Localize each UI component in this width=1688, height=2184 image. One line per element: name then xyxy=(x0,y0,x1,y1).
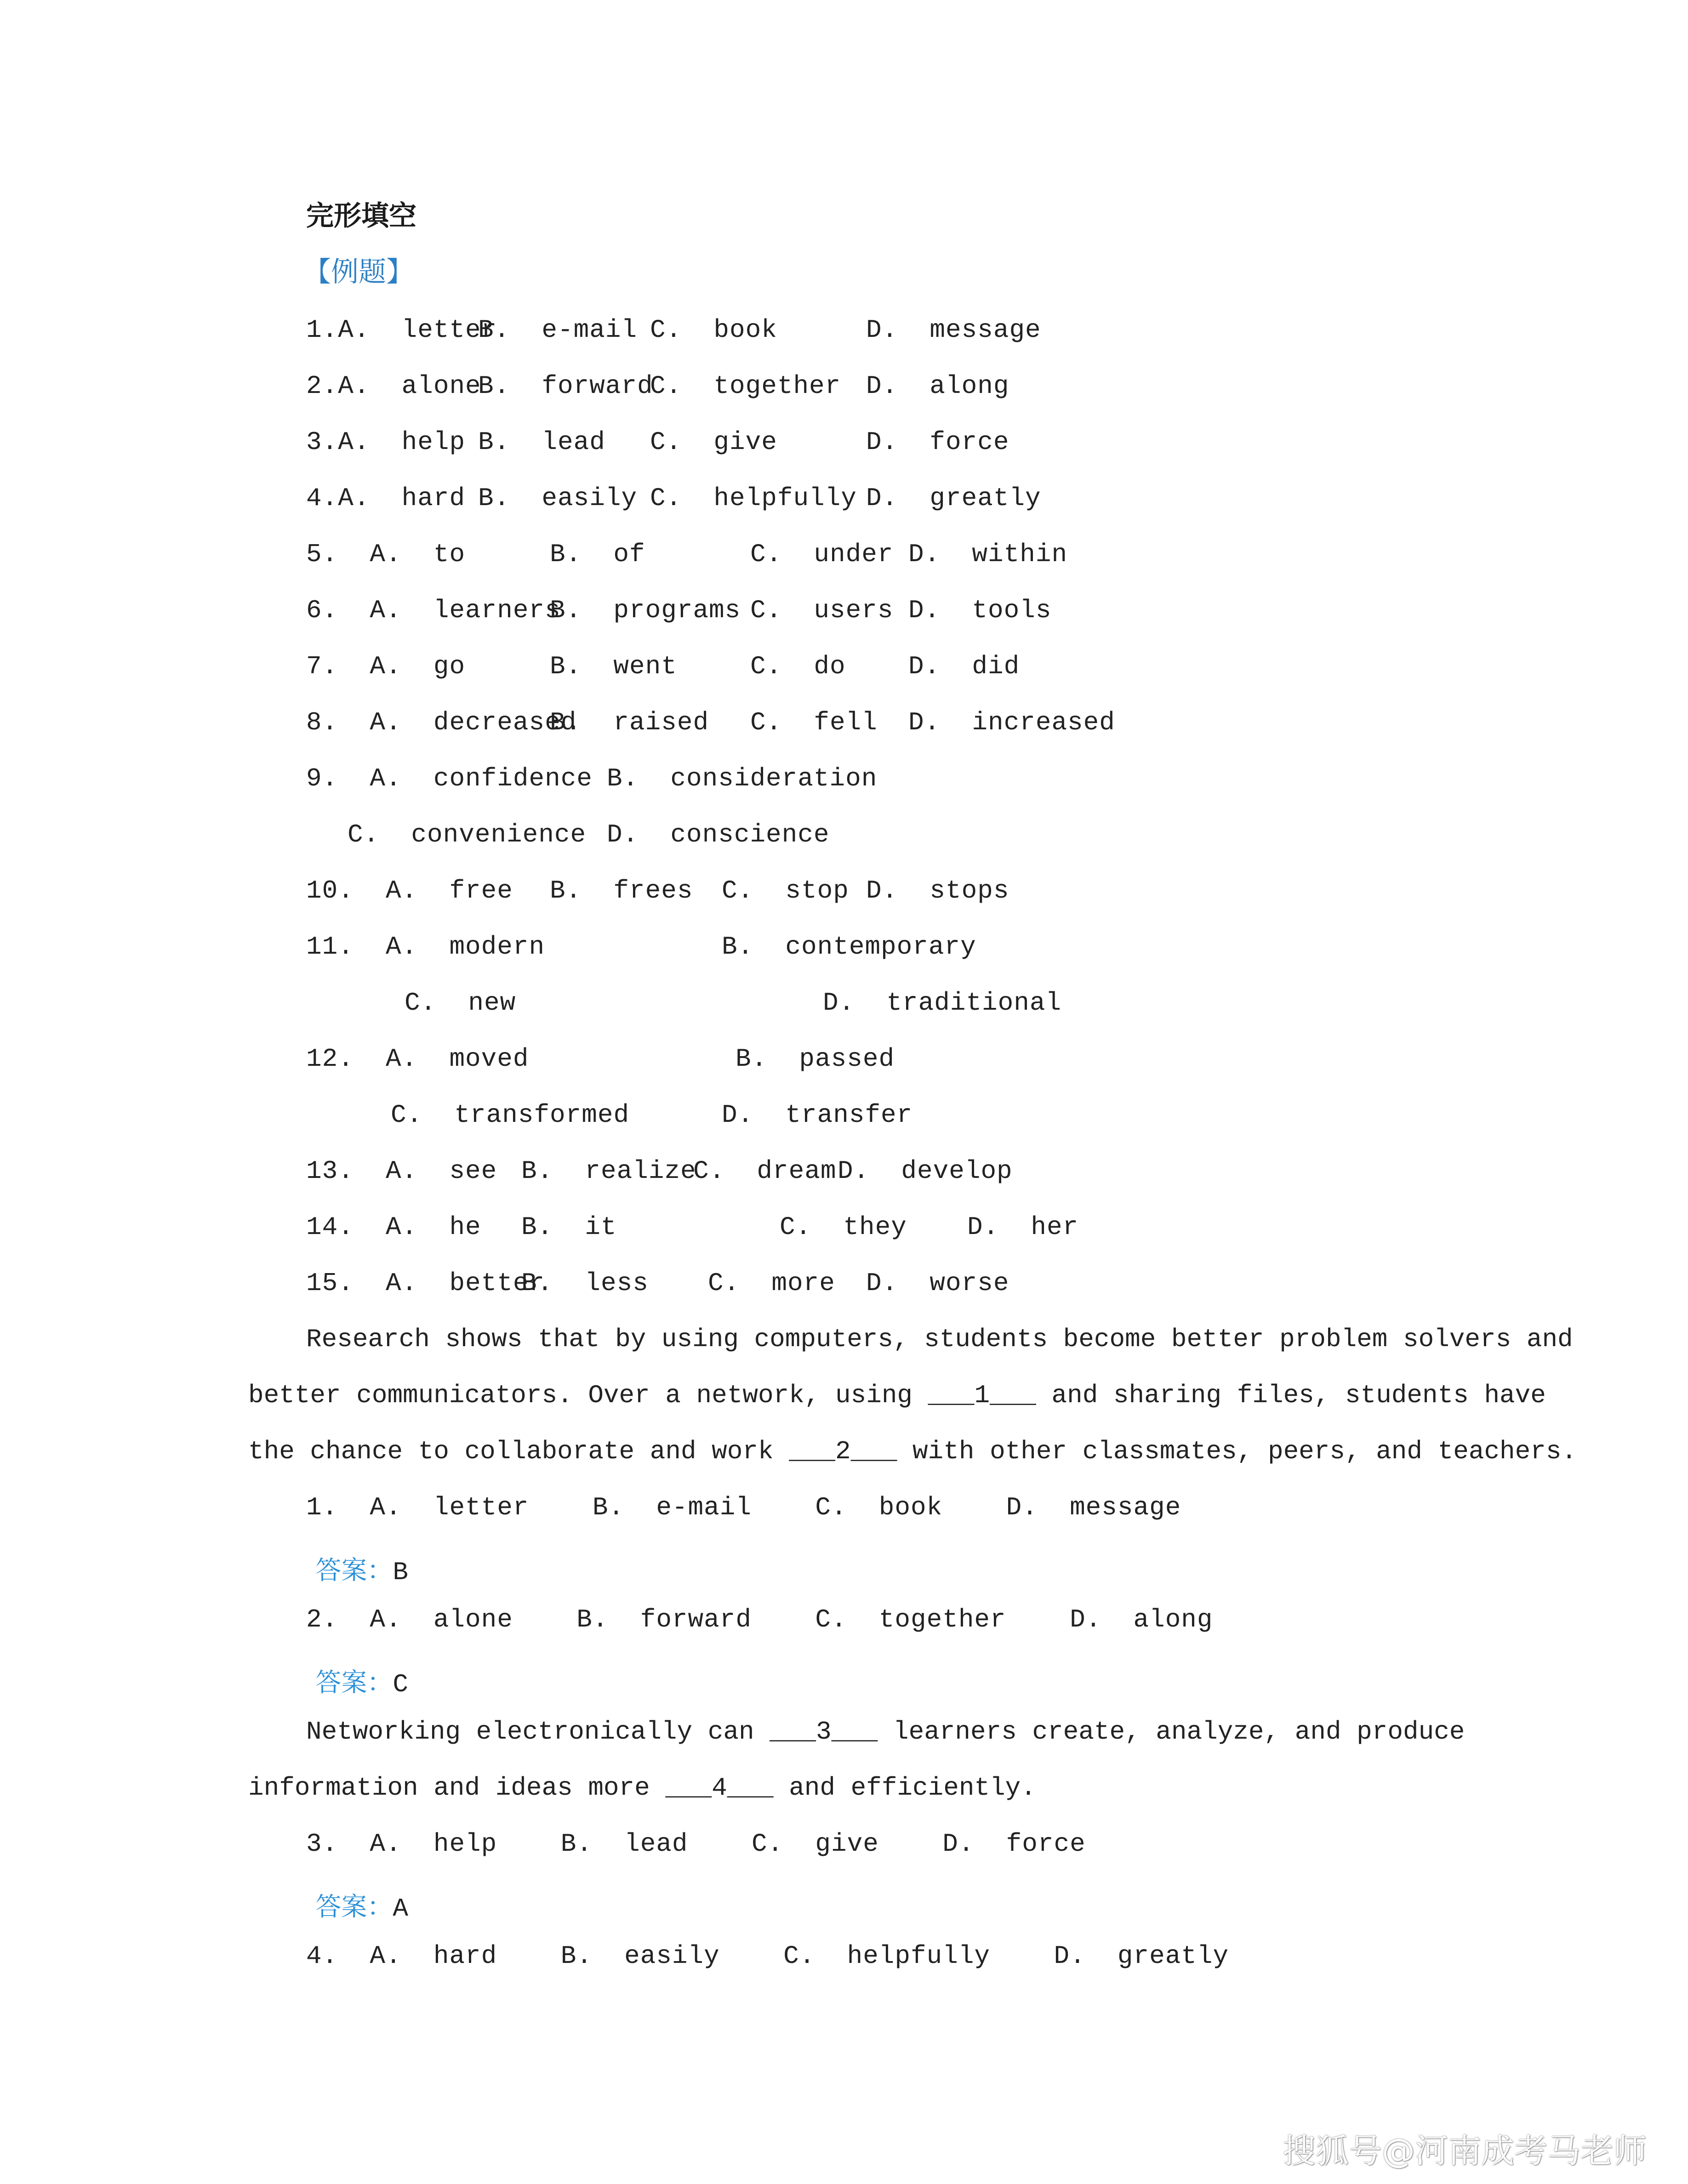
question-2: 2. A. alone B. forward C. together D. along xyxy=(306,1605,1213,1634)
option-b: B. programs xyxy=(550,596,741,625)
option-a: 2.A. alone xyxy=(306,371,481,401)
watermark: 搜狐号@河南成考马老师 xyxy=(1282,2132,1647,2170)
answer-value: B xyxy=(393,1558,408,1587)
option-d: D. did xyxy=(908,652,1020,681)
passage-line: better communicators. Over a network, using ___1___ and sharing files, students have xyxy=(248,1381,1546,1410)
option-c: C. they xyxy=(780,1212,907,1242)
answer-3 xyxy=(306,1887,408,1929)
example-tag: 【例题】 xyxy=(303,256,414,288)
option-a: 9. A. confidence xyxy=(306,764,593,793)
option-b: B. it xyxy=(521,1212,617,1242)
option-a: 10. A. free xyxy=(306,876,513,905)
option-b: B. lead xyxy=(478,427,605,457)
answer-label: 答案： xyxy=(315,1892,393,1922)
option-b: B. consideration xyxy=(607,764,878,793)
option-c: C. book xyxy=(650,315,777,345)
question-1: 1. A. letter B. e-mail C. book D. message xyxy=(306,1493,1181,1522)
option-a: 4.A. hard xyxy=(306,483,466,513)
option-d: D. worse xyxy=(866,1268,1009,1298)
option-d: D. transfer xyxy=(722,1100,913,1130)
option-b: B. realize xyxy=(521,1156,696,1186)
option-b: B. easily xyxy=(478,483,638,513)
option-c: C. helpfully xyxy=(650,483,857,513)
answer-2 xyxy=(306,1663,408,1705)
option-b: B. forward xyxy=(478,371,653,401)
option-a: 11. A. modern xyxy=(306,932,545,961)
option-c: C. fell xyxy=(750,708,878,737)
option-c: C. more xyxy=(708,1268,835,1298)
option-b: B. contemporary xyxy=(722,932,976,961)
option-d: D. greatly xyxy=(866,483,1041,513)
option-c: C. under xyxy=(750,540,894,569)
option-b: B. raised xyxy=(550,708,709,737)
option-b: B. passed xyxy=(736,1044,895,1074)
option-d: D. conscience xyxy=(607,820,830,849)
option-d: D. force xyxy=(866,427,1009,457)
passage-line: information and ideas more ___4___ and efficiently. xyxy=(248,1773,1036,1803)
option-c: C. give xyxy=(650,427,777,457)
option-d: D. develop xyxy=(838,1156,1013,1186)
option-a: 3.A. help xyxy=(306,427,466,457)
passage-line: Networking electronically can ___3___ learners create, analyze, and produce xyxy=(306,1717,1465,1746)
option-c: C. new xyxy=(405,988,516,1018)
option-a: 1.A. letter xyxy=(306,315,497,345)
option-b: B. less xyxy=(521,1268,649,1298)
question-3: 3. A. help B. lead C. give D. force xyxy=(306,1829,1086,1859)
option-b: B. went xyxy=(550,652,677,681)
option-d: D. traditional xyxy=(823,988,1062,1018)
passage-line: Research shows that by using computers, students become better problem solvers and xyxy=(306,1325,1573,1354)
section-title: 完形填空 xyxy=(306,200,416,232)
option-b: B. of xyxy=(550,540,645,569)
option-c: C. transformed xyxy=(391,1100,630,1130)
option-a: 12. A. moved xyxy=(306,1044,529,1074)
option-d: D. within xyxy=(908,540,1068,569)
answer-label: 答案： xyxy=(315,1556,393,1586)
option-d: D. stops xyxy=(866,876,1009,905)
option-a: 15. A. better xyxy=(306,1268,545,1298)
option-c: C. together xyxy=(650,371,841,401)
answer-value: A xyxy=(393,1894,408,1923)
answer-1 xyxy=(306,1551,408,1592)
option-c: C. dream xyxy=(693,1156,837,1186)
option-c: C. users xyxy=(750,596,894,625)
option-a: 7. A. go xyxy=(306,652,466,681)
option-d: D. tools xyxy=(908,596,1052,625)
option-d: D. her xyxy=(967,1212,1079,1242)
option-c: C. convenience xyxy=(348,820,587,849)
answer-label: 答案： xyxy=(315,1668,393,1698)
option-b: B. e-mail xyxy=(478,315,638,345)
question-4: 4. A. hard B. easily C. helpfully D. greatly xyxy=(306,1941,1229,1971)
option-a: 5. A. to xyxy=(306,540,466,569)
option-a: 13. A. see xyxy=(306,1156,497,1186)
answer-value: C xyxy=(393,1670,408,1699)
option-c: C. stop xyxy=(722,876,849,905)
option-d: D. increased xyxy=(908,708,1115,737)
option-a: 14. A. he xyxy=(306,1212,481,1242)
option-d: D. message xyxy=(866,315,1041,345)
option-a: 6. A. learners xyxy=(306,596,561,625)
option-c: C. do xyxy=(750,652,846,681)
option-a: 8. A. decreased xyxy=(306,708,577,737)
passage-line: the chance to collaborate and work ___2___ with other classmates, peers, and teachers. xyxy=(248,1437,1577,1466)
option-d: D. along xyxy=(866,371,1009,401)
option-b: B. frees xyxy=(550,876,693,905)
